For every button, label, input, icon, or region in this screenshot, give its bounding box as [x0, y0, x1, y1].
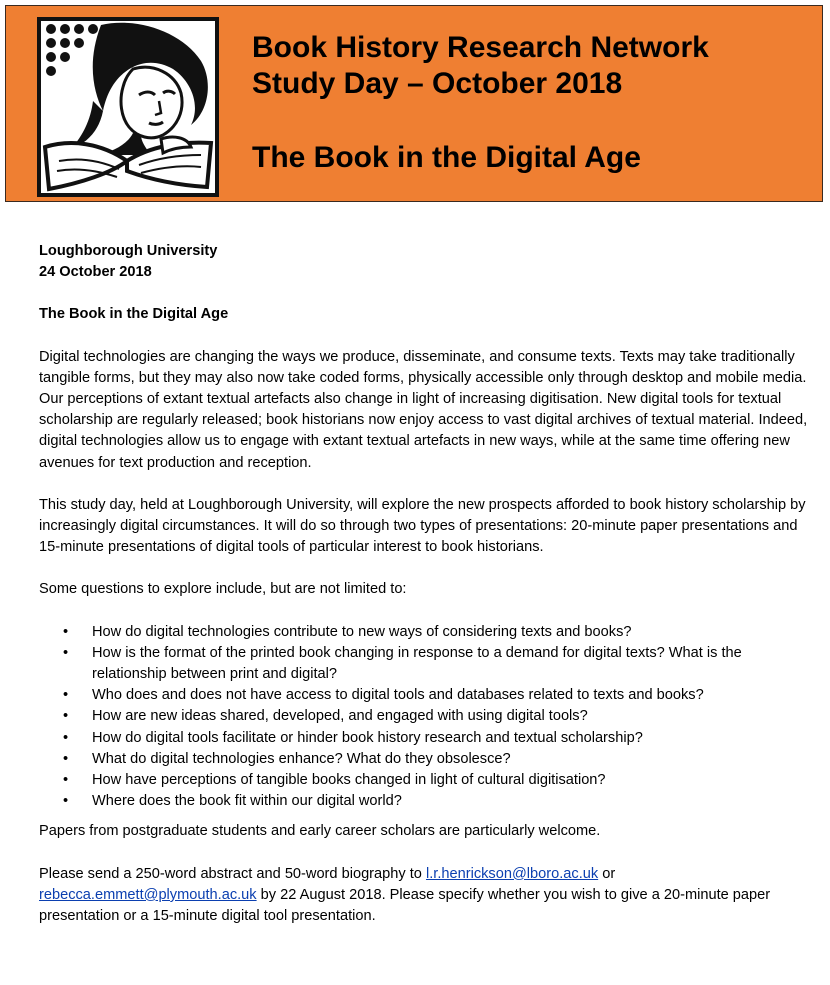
- document-body: [39, 241, 809, 948]
- question-text: How do digital tools facilitate or hinder book history research and textual scholarship?: [92, 729, 643, 746]
- list-item: [39, 728, 809, 749]
- bullet-icon: •: [63, 687, 69, 704]
- bullet-icon: •: [63, 708, 69, 725]
- question-text: How have perceptions of tangible books changed in light of cultural digitisation?: [92, 772, 606, 789]
- bullet-icon: •: [63, 623, 69, 640]
- event-date: 24 October 2018: [39, 264, 152, 281]
- welcome-paragraph: Papers from postgraduate students and early career scholars are particularly welcome.: [39, 823, 601, 840]
- questions-list: [39, 622, 809, 813]
- list-item: [39, 685, 809, 706]
- question-text: How is the format of the printed book changing in response to a demand for digital texts? What is the relationship between print and digital?: [92, 644, 742, 683]
- email-link-henrickson[interactable]: l.r.henrickson@lboro.ac.uk: [425, 865, 599, 882]
- list-item: [39, 749, 809, 770]
- questions-intro: Some questions to explore include, but are not limited to:: [39, 581, 407, 598]
- bullet-icon: •: [63, 644, 69, 661]
- bullet-icon: •: [63, 793, 69, 810]
- question-text: Who does and does not have access to digital tools and databases related to texts and books?: [92, 687, 704, 704]
- event-details: [39, 241, 809, 283]
- banner-title-line-2: Study Day – October 2018: [252, 67, 623, 100]
- submission-text-3: by 22 August 2018. Please specify whether you wish to give a 20-minute paper presentation or a 15-minute digital tool presentation.: [39, 886, 771, 925]
- header-banner: [5, 5, 823, 202]
- reading-woman-illustration: [41, 21, 215, 193]
- list-item: [39, 622, 809, 643]
- intro-paragraph: Digital technologies are changing the ways we produce, disseminate, and consume texts. Texts may take traditionally tangible forms, but they may also now take coded forms, physically accessible only through desktop and mobile media. Our perceptions of extant textual artefacts also change in light of increasing digitisation. New digital tools for textual scholarship are regularly released; book historians now enjoy access to vast digital archives of textual material. Indeed, digital technologies allow us to engage with extant textual artefacts in new ways, while at the same time offering new avenues for text production and reception.: [39, 348, 808, 471]
- bullet-icon: •: [63, 772, 69, 789]
- question-text: How are new ideas shared, developed, and engaged with using digital tools?: [92, 708, 588, 725]
- banner-subtitle: The Book in the Digital Age: [252, 141, 641, 174]
- list-item: [39, 791, 809, 812]
- question-text: What do digital technologies enhance? What do they obsolesce?: [92, 750, 511, 767]
- question-text: Where does the book fit within our digital world?: [92, 793, 402, 810]
- question-text: How do digital technologies contribute to new ways of considering texts and books?: [92, 623, 632, 640]
- banner-title-line-1: Book History Research Network: [252, 31, 709, 64]
- submission-text-2: or: [598, 865, 616, 882]
- submission-paragraph: [39, 864, 809, 928]
- list-item: [39, 643, 809, 685]
- bullet-icon: •: [63, 729, 69, 746]
- banner-title: [252, 30, 709, 102]
- list-item: [39, 770, 809, 791]
- list-item: [39, 706, 809, 727]
- event-venue: Loughborough University: [39, 243, 218, 259]
- bullet-icon: •: [63, 750, 69, 767]
- reading-woman-logo-icon: [37, 17, 219, 197]
- submission-text-1: Please send a 250-word abstract and 50-word biography to: [39, 865, 426, 882]
- section-heading: The Book in the Digital Age: [39, 306, 229, 323]
- email-link-emmett[interactable]: rebecca.emmett@plymouth.ac.uk: [39, 886, 257, 903]
- study-day-paragraph: This study day, held at Loughborough University, will explore the new prospects afforded to book history scholarship by increasingly digital circumstances. It will do so through two types of presentations: 20-minute paper presentations and 15-minute presentations of digital tools of particular interest to book historians.: [39, 496, 806, 556]
